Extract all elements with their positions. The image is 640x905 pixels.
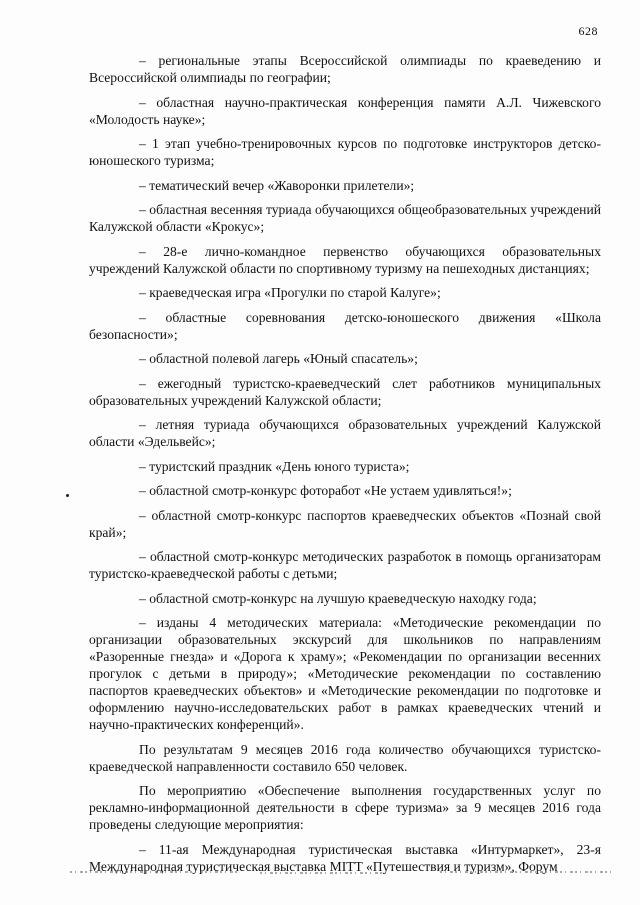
paragraph: – ежегодный туристско-краеведческий слет работников муниципальных образовательных учреждений Калужской области; [89, 375, 601, 408]
scan-artifact-line [60, 868, 620, 876]
paragraph: – областная научно-практическая конференция памяти А.Л. Чижевского «Молодость науке»; [89, 94, 601, 127]
paragraph: – 1 этап учебно-тренировочных курсов по подготовке инструкторов детско-юношеского туризма; [89, 136, 601, 168]
paragraph: – региональные этапы Всероссийской олимпиады по краеведению и Всероссийской олимпиады по географии; [89, 53, 601, 85]
paragraph: – областные соревнования детско-юношеского движения «Школа безопасности»; [89, 309, 601, 342]
paragraph: – летняя туриада обучающихся образовательных учреждений Калужской области «Эдельвейс»; [89, 417, 601, 449]
paragraph: По результатам 9 месяцев 2016 года количество обучающихся туристско-краеведческой направленности составило 650 человек. [89, 741, 601, 774]
paragraph: – краеведческая игра «Прогулки по старой Калуге»; [139, 285, 441, 300]
paragraph: – тематический вечер «Жаворонки прилетели»; [139, 177, 415, 193]
paragraph: – 11-ая Международная туристическая выставка «Интурмаркет», 23-я Международная туристическая выставка МITT «Путешествия и туризм», Форум [89, 841, 601, 874]
page-number: 628 [578, 24, 598, 38]
paragraph: – туристский праздник «День юного туриста»; [139, 458, 410, 474]
paragraph: – областной смотр-конкурс паспортов краеведческих объектов «Познай свой край»; [89, 507, 601, 540]
paragraph: – областной смотр-конкурс фоторабот «Не устаем удивляться!»; [139, 483, 512, 498]
paragraph: – областная весенняя туриада обучающихся общеобразовательных учреждений Калужской области «Крокус»; [89, 202, 601, 234]
paragraph: – областной смотр-конкурс методических разработок в помощь организаторам туристско-краеведческой работы с детьми; [89, 549, 601, 581]
document-body [89, 52, 601, 882]
paragraph: – изданы 4 методических материала: «Методические рекомендации по организации образовательных экскурсий для школьников по направлениям «Разоренные гнезда» и «Дорога к храму»; «Рекомендации по организации весенних прогулок с детьми в природу»; «Методические рекомендации по составлению паспортов краеведческих объектов» и «Методические рекомендации по подготовке и оформлению научно-исследовательских работ в рамках краеведческих чтений и научно-практических конференций». [89, 615, 601, 732]
scan-speck [66, 494, 69, 497]
paragraph: – 28-е лично-командное первенство обучающихся образовательных учреждений Калужской области по спортивному туризму на пешеходных дистанциях; [89, 243, 601, 276]
paragraph: По мероприятию «Обеспечение выполнения государственных услуг по рекламно-информационной деятельности в сфере туризма» за 9 месяцев 2016 года проведены следующие мероприятия: [89, 783, 601, 832]
paragraph: – областной смотр-конкурс на лучшую краеведческую находку года; [139, 590, 537, 606]
paragraph: – областной полевой лагерь «Юный спасатель»; [139, 351, 418, 366]
